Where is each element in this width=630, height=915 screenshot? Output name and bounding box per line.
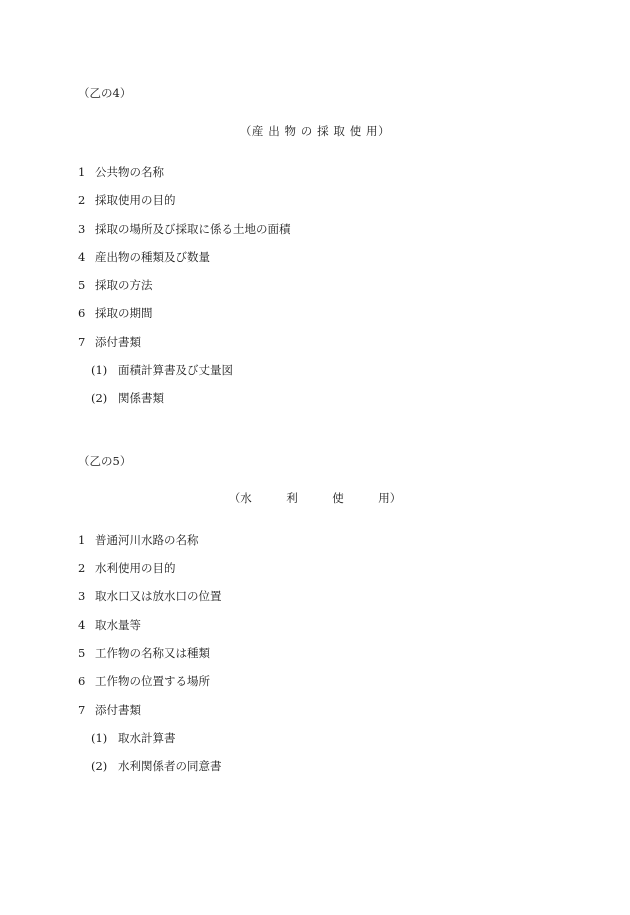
- sub-item-text: 取水計算書: [118, 731, 176, 745]
- section-title-otsu-5: （水 利 使 用）: [228, 491, 402, 505]
- sub-item-text: 面積計算書及び丈量図: [118, 363, 233, 377]
- list-item: [78, 222, 291, 236]
- item-text: 工作物の名称又は種類: [95, 646, 210, 660]
- list-item: [78, 561, 176, 575]
- sub-item-text: 水利関係者の同意書: [118, 759, 222, 773]
- item-text: 取水口又は放水口の位置: [95, 589, 222, 603]
- list-item: [78, 278, 153, 292]
- item-text: 普通河川水路の名称: [95, 533, 199, 547]
- list-item: [78, 165, 164, 179]
- section-title-otsu-4: （産 出 物 の 採 取 使 用）: [239, 124, 391, 138]
- item-text: 採取の期間: [95, 306, 153, 320]
- list-item: [78, 618, 141, 632]
- item-text: 産出物の種類及び数量: [95, 250, 210, 264]
- list-item: [78, 250, 210, 264]
- item-text: 水利使用の目的: [95, 561, 176, 575]
- item-text: 工作物の位置する場所: [95, 674, 210, 688]
- item-text: 公共物の名称: [95, 165, 164, 179]
- item-text: 添付書類: [95, 703, 141, 717]
- item-number: 1: [78, 165, 86, 179]
- item-number: 5: [78, 646, 86, 660]
- item-number: 5: [78, 278, 86, 292]
- item-text: 採取使用の目的: [95, 193, 176, 207]
- list-item: [78, 306, 153, 320]
- item-number: 3: [78, 589, 86, 603]
- list-item: [78, 646, 210, 660]
- item-number: 4: [78, 618, 86, 632]
- item-number: 6: [78, 674, 86, 688]
- item-number: 4: [78, 250, 86, 264]
- item-number: 1: [78, 533, 86, 547]
- list-item: [78, 193, 176, 207]
- item-number: 2: [78, 561, 86, 575]
- item-number: 2: [78, 193, 86, 207]
- list-item: [78, 335, 141, 349]
- sub-list-item: [91, 363, 233, 377]
- item-text: 採取の場所及び採取に係る土地の面積: [95, 222, 291, 236]
- item-number: 6: [78, 306, 86, 320]
- sub-list-item: [91, 759, 222, 773]
- sub-list-item: [91, 731, 176, 745]
- list-item: [78, 589, 222, 603]
- sub-list-item: [91, 391, 164, 405]
- sub-item-number: (1): [91, 363, 108, 377]
- list-item: [78, 533, 199, 547]
- sub-item-number: (2): [91, 759, 108, 773]
- section-label-otsu-4: （乙の4）: [78, 86, 132, 100]
- section-label-otsu-5: （乙の5）: [78, 454, 132, 468]
- item-number: 7: [78, 335, 86, 349]
- item-text: 採取の方法: [95, 278, 153, 292]
- item-number: 7: [78, 703, 86, 717]
- sub-item-text: 関係書類: [118, 391, 164, 405]
- item-text: 添付書類: [95, 335, 141, 349]
- sub-item-number: (2): [91, 391, 108, 405]
- sub-item-number: (1): [91, 731, 108, 745]
- list-item: [78, 703, 141, 717]
- list-item: [78, 674, 210, 688]
- item-number: 3: [78, 222, 86, 236]
- item-text: 取水量等: [95, 618, 141, 632]
